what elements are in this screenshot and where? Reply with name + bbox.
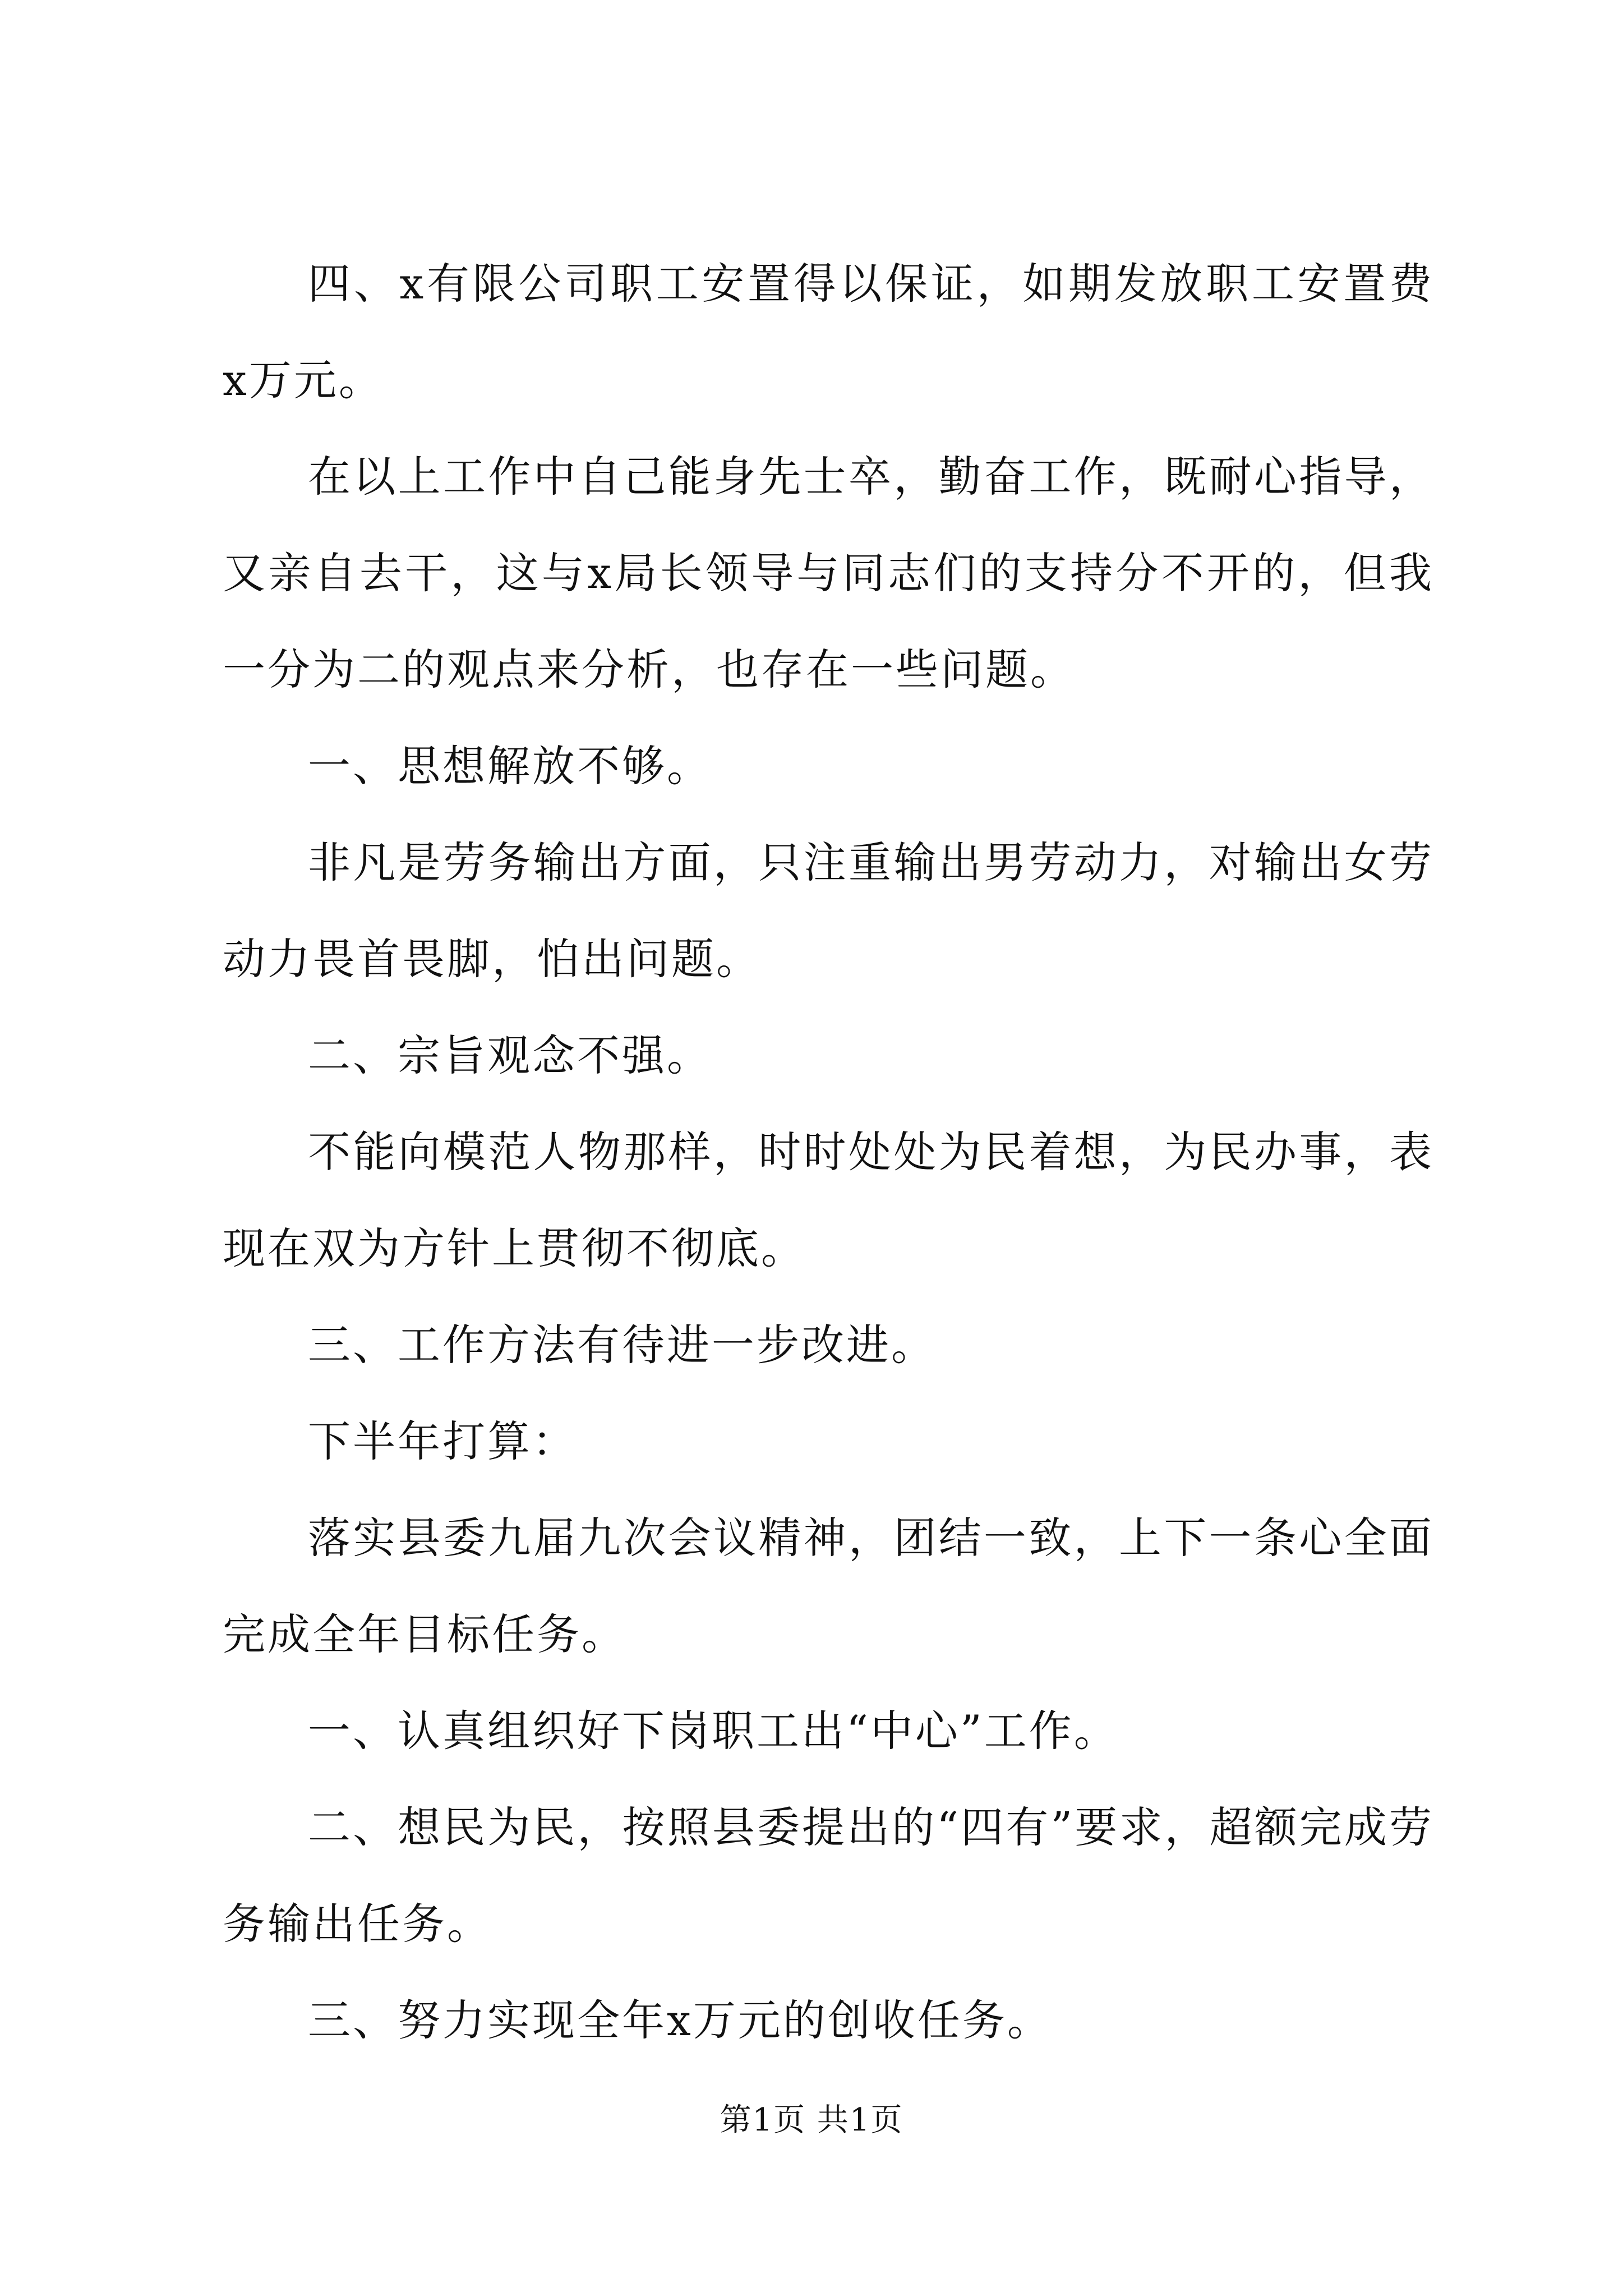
paragraph-12: 三、努力实现全年x万元的创收任务。: [308, 1995, 1052, 2045]
paragraph-4: 非凡是劳务输出方面，只注重输出男劳动力，对输出女劳动力畏首畏脚，怕出问题。: [223, 838, 1434, 984]
paragraph-6: 不能向模范人物那样，时时处处为民着想，为民办事，表现在双为方针上贯彻不彻底。: [223, 1127, 1434, 1273]
paragraph-2: 在以上工作中自己能身先士卒，勤奋工作，既耐心指导，又亲自去干，这与x局长领导与同志们的支持分不开的，但我一分为二的观点来分析，也存在一些问题。: [223, 452, 1434, 694]
paragraph-7: 三、工作方法有待进一步改进。: [308, 1320, 936, 1370]
document-body: [223, 236, 1434, 2069]
paragraph-1: 四、x有限公司职工安置得以保证，如期发放职工安置费x万元。: [223, 259, 1434, 405]
paragraph-10: 一、认真组织好下岗职工出“中心”工作。: [308, 1706, 1119, 1756]
paragraph-8: 下半年打算：: [308, 1416, 577, 1466]
paragraph-3: 一、思想解放不够。: [308, 741, 712, 791]
paragraph-5: 二、宗旨观念不强。: [308, 1030, 712, 1080]
paragraph-9: 落实县委九届九次会议精神，团结一致，上下一条心全面完成全年目标任务。: [223, 1513, 1434, 1659]
paragraph-11: 二、想民为民，按照县委提出的“四有”要求，超额完成劳务输出任务。: [223, 1802, 1434, 1949]
page-footer: 第1页 共1页: [720, 2102, 903, 2138]
